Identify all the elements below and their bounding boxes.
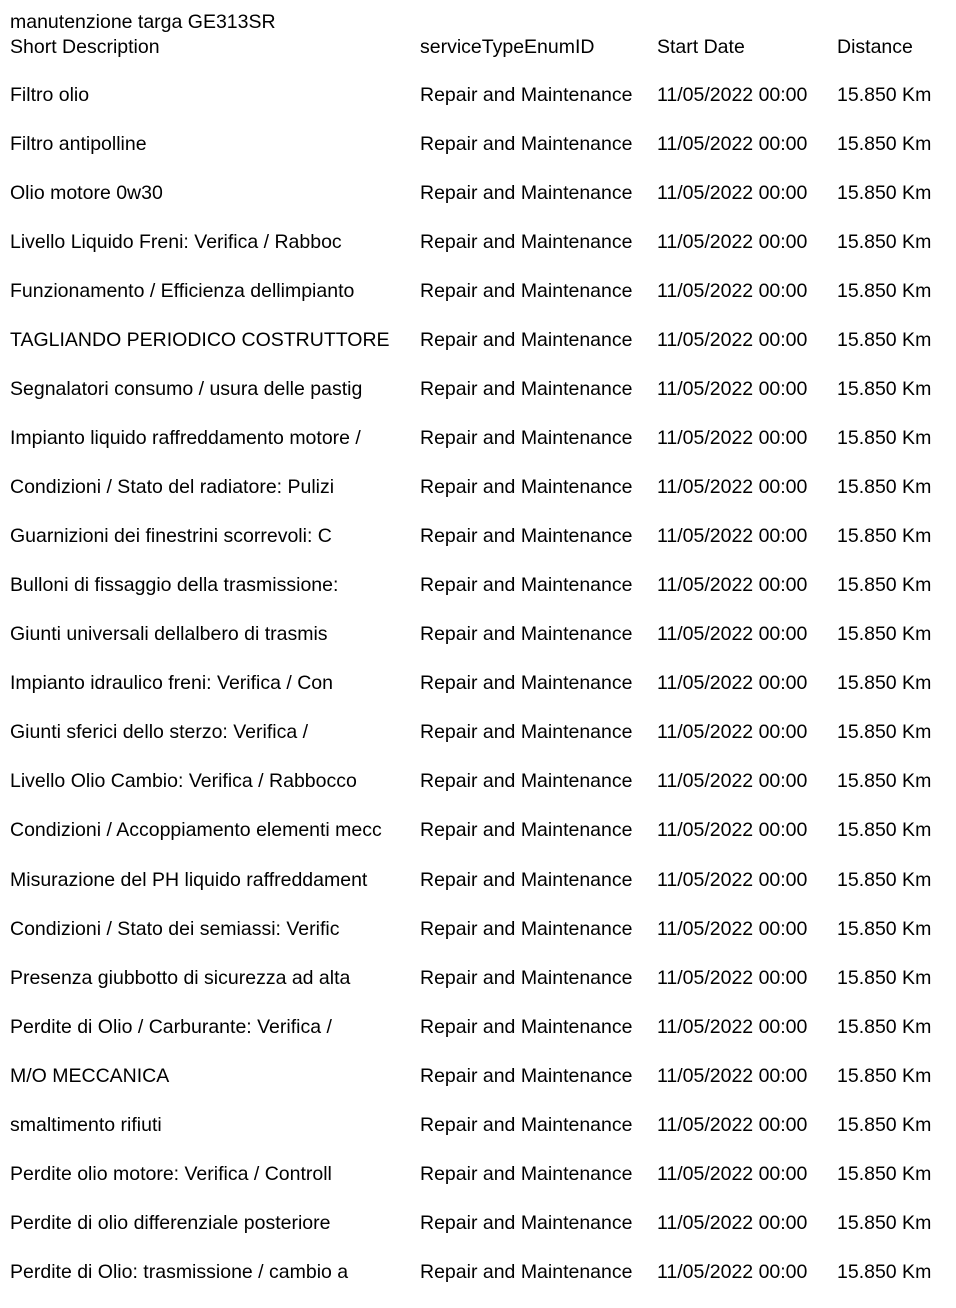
- cell-distance: 15.850 Km: [837, 427, 932, 450]
- table-row: [0, 376, 956, 425]
- cell-service-type: Repair and Maintenance: [420, 819, 633, 842]
- table-row: [0, 572, 956, 621]
- cell-distance: 15.850 Km: [837, 476, 932, 499]
- cell-service-type: Repair and Maintenance: [420, 329, 633, 352]
- cell-short-description: Presenza giubbotto di sicurezza ad alta: [10, 966, 351, 989]
- table-row: [0, 1259, 956, 1308]
- cell-short-description: Filtro antipolline: [10, 133, 147, 156]
- cell-start-date: 11/05/2022 00:00: [657, 1211, 808, 1234]
- cell-start-date: 11/05/2022 00:00: [657, 1015, 808, 1038]
- cell-short-description: Guarnizioni dei finestrini scorrevoli: C: [10, 525, 332, 548]
- cell-service-type: Repair and Maintenance: [420, 623, 633, 646]
- table-row: [0, 719, 956, 768]
- cell-service-type: Repair and Maintenance: [420, 1015, 633, 1038]
- table-row: [0, 621, 956, 670]
- cell-short-description: Impianto idraulico freni: Verifica / Con: [10, 672, 333, 695]
- table-body: [0, 82, 956, 1308]
- cell-service-type: Repair and Maintenance: [420, 476, 633, 499]
- cell-distance: 15.850 Km: [837, 966, 932, 989]
- cell-short-description: Giunti sferici dello sterzo: Verifica /: [10, 721, 309, 744]
- cell-short-description: Condizioni / Stato del radiatore: Pulizi: [10, 476, 335, 499]
- table-row: [0, 82, 956, 131]
- cell-start-date: 11/05/2022 00:00: [657, 1260, 808, 1283]
- cell-start-date: 11/05/2022 00:00: [657, 427, 808, 450]
- cell-start-date: 11/05/2022 00:00: [657, 280, 808, 303]
- cell-start-date: 11/05/2022 00:00: [657, 182, 808, 205]
- cell-distance: 15.850 Km: [837, 329, 932, 352]
- cell-distance: 15.850 Km: [837, 231, 932, 254]
- table-row: [0, 1161, 956, 1210]
- column-header-service-type: serviceTypeEnumID: [420, 36, 595, 58]
- cell-start-date: 11/05/2022 00:00: [657, 623, 808, 646]
- cell-short-description: Giunti universali dellalbero di trasmis: [10, 623, 328, 646]
- cell-distance: 15.850 Km: [837, 623, 932, 646]
- cell-service-type: Repair and Maintenance: [420, 1064, 633, 1087]
- cell-short-description: Funzionamento / Efficienza dellimpianto: [10, 280, 355, 303]
- table-row: [0, 768, 956, 817]
- cell-service-type: Repair and Maintenance: [420, 1113, 633, 1136]
- cell-distance: 15.850 Km: [837, 770, 932, 793]
- cell-service-type: Repair and Maintenance: [420, 574, 633, 597]
- cell-start-date: 11/05/2022 00:00: [657, 378, 808, 401]
- cell-short-description: Condizioni / Stato dei semiassi: Verific: [10, 917, 340, 940]
- column-header-short-description: Short Description: [10, 36, 160, 58]
- cell-distance: 15.850 Km: [837, 868, 932, 891]
- cell-short-description: Condizioni / Accoppiamento elementi mecc: [10, 819, 382, 842]
- cell-start-date: 11/05/2022 00:00: [657, 1113, 808, 1136]
- cell-service-type: Repair and Maintenance: [420, 917, 633, 940]
- cell-short-description: Filtro olio: [10, 84, 90, 106]
- cell-start-date: 11/05/2022 00:00: [657, 819, 808, 842]
- cell-service-type: Repair and Maintenance: [420, 868, 633, 891]
- document-title: manutenzione targa GE313SR: [10, 11, 276, 33]
- table-row: [0, 1063, 956, 1112]
- table-row: [0, 817, 956, 866]
- cell-distance: 15.850 Km: [837, 1064, 932, 1087]
- cell-distance: 15.850 Km: [837, 378, 932, 401]
- cell-start-date: 11/05/2022 00:00: [657, 84, 808, 106]
- cell-start-date: 11/05/2022 00:00: [657, 476, 808, 499]
- cell-service-type: Repair and Maintenance: [420, 182, 633, 205]
- cell-service-type: Repair and Maintenance: [420, 378, 633, 401]
- table-row: [0, 1014, 956, 1063]
- cell-service-type: Repair and Maintenance: [420, 427, 633, 450]
- cell-short-description: M/O MECCANICA: [10, 1064, 170, 1087]
- cell-short-description: Impianto liquido raffreddamento motore /: [10, 427, 361, 450]
- table-row: [0, 474, 956, 523]
- table-row: [0, 867, 956, 916]
- cell-distance: 15.850 Km: [837, 525, 932, 548]
- cell-start-date: 11/05/2022 00:00: [657, 868, 808, 891]
- cell-distance: 15.850 Km: [837, 1260, 932, 1283]
- cell-start-date: 11/05/2022 00:00: [657, 721, 808, 744]
- table-header: [0, 34, 956, 60]
- cell-start-date: 11/05/2022 00:00: [657, 770, 808, 793]
- cell-start-date: 11/05/2022 00:00: [657, 672, 808, 695]
- table-row: [0, 916, 956, 965]
- cell-short-description: Olio motore 0w30: [10, 182, 163, 205]
- cell-start-date: 11/05/2022 00:00: [657, 966, 808, 989]
- cell-distance: 15.850 Km: [837, 182, 932, 205]
- table-row: [0, 180, 956, 229]
- cell-distance: 15.850 Km: [837, 1162, 932, 1185]
- cell-start-date: 11/05/2022 00:00: [657, 1162, 808, 1185]
- cell-service-type: Repair and Maintenance: [420, 1211, 633, 1234]
- cell-short-description: TAGLIANDO PERIODICO COSTRUTTORE: [10, 329, 390, 352]
- cell-service-type: Repair and Maintenance: [420, 231, 633, 254]
- cell-service-type: Repair and Maintenance: [420, 721, 633, 744]
- cell-start-date: 11/05/2022 00:00: [657, 1064, 808, 1087]
- cell-service-type: Repair and Maintenance: [420, 672, 633, 695]
- cell-service-type: Repair and Maintenance: [420, 84, 633, 106]
- cell-distance: 15.850 Km: [837, 1015, 932, 1038]
- table-row: [0, 965, 956, 1014]
- cell-distance: 15.850 Km: [837, 133, 932, 156]
- table-row: [0, 1210, 956, 1259]
- column-header-distance: Distance: [837, 36, 913, 58]
- table-row: [0, 670, 956, 719]
- cell-distance: 15.850 Km: [837, 917, 932, 940]
- cell-distance: 15.850 Km: [837, 280, 932, 303]
- cell-service-type: Repair and Maintenance: [420, 770, 633, 793]
- cell-short-description: Livello Liquido Freni: Verifica / Rabboc: [10, 231, 342, 254]
- cell-service-type: Repair and Maintenance: [420, 1162, 633, 1185]
- cell-service-type: Repair and Maintenance: [420, 133, 633, 156]
- cell-distance: 15.850 Km: [837, 84, 932, 106]
- table-row: [0, 425, 956, 474]
- table-row: [0, 229, 956, 278]
- cell-service-type: Repair and Maintenance: [420, 525, 633, 548]
- cell-distance: 15.850 Km: [837, 672, 932, 695]
- cell-distance: 15.850 Km: [837, 1113, 932, 1136]
- cell-short-description: Perdite di olio differenziale posteriore: [10, 1211, 331, 1234]
- cell-start-date: 11/05/2022 00:00: [657, 917, 808, 940]
- cell-start-date: 11/05/2022 00:00: [657, 231, 808, 254]
- column-header-start-date: Start Date: [657, 36, 745, 58]
- table-row: [0, 278, 956, 327]
- cell-distance: 15.850 Km: [837, 819, 932, 842]
- cell-service-type: Repair and Maintenance: [420, 1260, 633, 1283]
- cell-short-description: Livello Olio Cambio: Verifica / Rabbocco: [10, 770, 357, 793]
- table-row: [0, 1112, 956, 1161]
- cell-start-date: 11/05/2022 00:00: [657, 329, 808, 352]
- table-row: [0, 523, 956, 572]
- cell-short-description: Perdite di Olio / Carburante: Verifica /: [10, 1015, 332, 1038]
- cell-distance: 15.850 Km: [837, 1211, 932, 1234]
- cell-distance: 15.850 Km: [837, 721, 932, 744]
- table-row: [0, 131, 956, 180]
- cell-service-type: Repair and Maintenance: [420, 966, 633, 989]
- cell-start-date: 11/05/2022 00:00: [657, 574, 808, 597]
- cell-service-type: Repair and Maintenance: [420, 280, 633, 303]
- cell-distance: 15.850 Km: [837, 574, 932, 597]
- cell-start-date: 11/05/2022 00:00: [657, 525, 808, 548]
- cell-start-date: 11/05/2022 00:00: [657, 133, 808, 156]
- cell-short-description: Perdite di Olio: trasmissione / cambio a: [10, 1260, 349, 1283]
- table-row: [0, 327, 956, 376]
- cell-short-description: Bulloni di fissaggio della trasmissione:: [10, 574, 339, 597]
- cell-short-description: Misurazione del PH liquido raffreddament: [10, 868, 368, 891]
- cell-short-description: Segnalatori consumo / usura delle pastig: [10, 378, 363, 401]
- cell-short-description: Perdite olio motore: Verifica / Controll: [10, 1162, 332, 1185]
- cell-short-description: smaltimento rifiuti: [10, 1113, 162, 1136]
